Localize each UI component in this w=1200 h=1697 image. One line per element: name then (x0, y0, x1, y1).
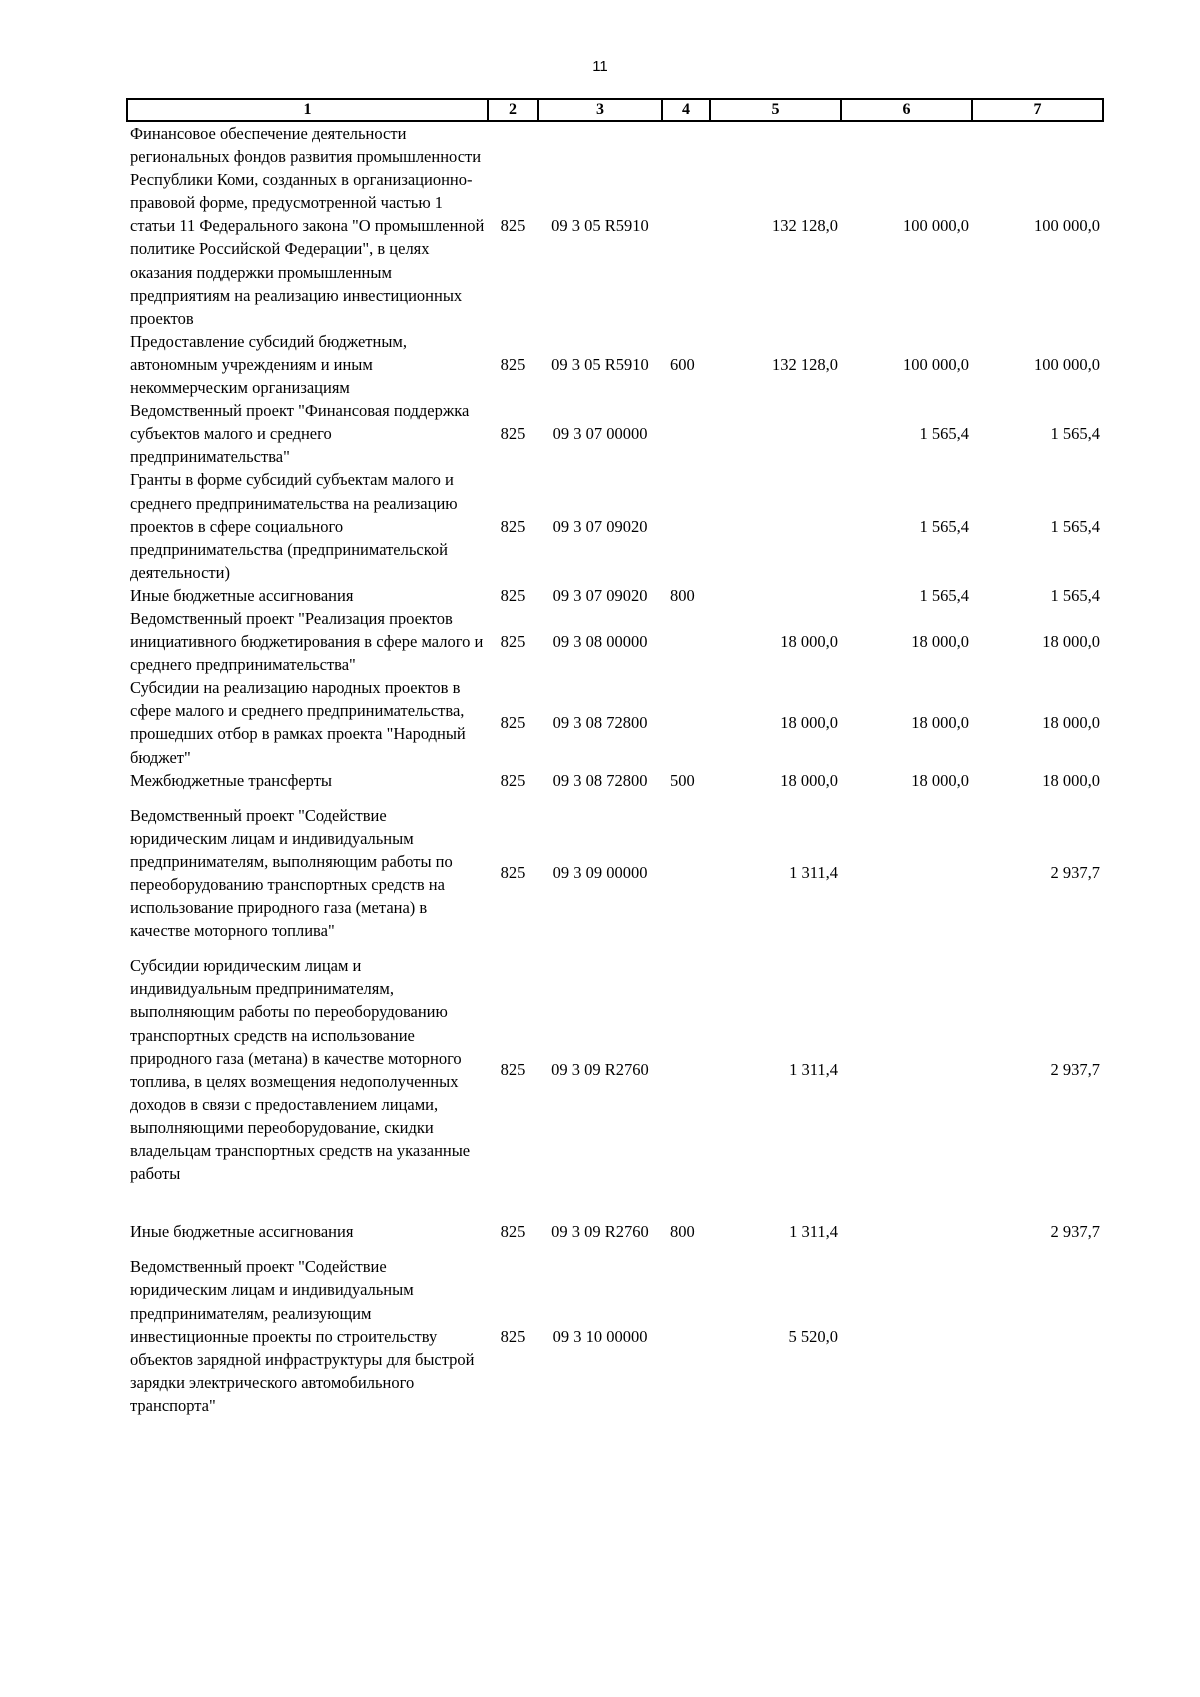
row-grbs: 825 (500, 354, 526, 374)
row-sum-2 (841, 792, 972, 943)
row-csr: 09 3 07 00000 (552, 424, 648, 444)
row-sum-2: 1 565,4 (919, 585, 969, 605)
row-grbs: 825 (500, 863, 526, 883)
row-sum-1: 132 128,0 (772, 216, 838, 236)
row-sum-1: 1 311,4 (789, 1060, 838, 1080)
column-header: 5 (710, 99, 841, 121)
row-sum-2: 18 000,0 (911, 770, 969, 790)
column-header: 2 (488, 99, 538, 121)
column-header: 7 (972, 99, 1103, 121)
row-sum-1: 18 000,0 (780, 712, 838, 732)
row-vr (662, 942, 710, 1220)
row-csr: 09 3 07 09020 (552, 516, 648, 536)
table-header-row (127, 99, 1103, 121)
row-sum-1 (710, 584, 841, 607)
column-header: 1 (127, 99, 488, 121)
table-row (127, 769, 1103, 792)
row-csr: 09 3 07 09020 (552, 585, 648, 605)
table-row (127, 1243, 1103, 1417)
row-sum-3: 100 000,0 (1034, 354, 1100, 374)
row-name: Ведомственный проект "Содействие юридическим лицам и индивидуальным предпринимателям, реализующим инвестиционные проекты по строительству объектов зарядной инфраструктуры для быстрой зарядки электрического автомобильного транспорта" (130, 1257, 475, 1415)
row-grbs: 825 (500, 216, 526, 236)
row-vr: 800 (670, 585, 695, 605)
row-vr (662, 676, 710, 768)
row-csr: 09 3 08 00000 (552, 632, 648, 652)
table-row (127, 121, 1103, 330)
table-row (127, 468, 1103, 583)
row-csr: 09 3 05 R5910 (551, 216, 649, 236)
table-row (127, 1220, 1103, 1243)
row-sum-2: 100 000,0 (903, 216, 969, 236)
row-vr (662, 121, 710, 330)
table-row (127, 330, 1103, 399)
row-name: Ведомственный проект "Содействие юридическим лицам и индивидуальным предпринимателям, выполняющим работы по переоборудованию транспортных средств на использование природного газа (метана) в качестве моторного топлива" (130, 805, 453, 941)
row-sum-2: 18 000,0 (911, 712, 969, 732)
budget-table (126, 98, 1104, 1417)
row-sum-3: 1 565,4 (1050, 424, 1100, 444)
row-vr (662, 399, 710, 468)
table-row (127, 584, 1103, 607)
row-grbs: 825 (500, 632, 526, 652)
row-csr: 09 3 09 R2760 (551, 1060, 649, 1080)
row-sum-3: 18 000,0 (1042, 632, 1100, 652)
row-sum-1: 18 000,0 (780, 770, 838, 790)
table-row (127, 607, 1103, 676)
row-grbs: 825 (500, 585, 526, 605)
row-sum-1: 1 311,4 (789, 1222, 838, 1242)
row-name: Межбюджетные трансферты (130, 770, 333, 790)
table-row (127, 792, 1103, 943)
row-sum-2: 100 000,0 (903, 354, 969, 374)
row-grbs: 825 (500, 770, 526, 790)
row-vr (662, 1243, 710, 1417)
row-sum-2 (841, 942, 972, 1220)
row-sum-1: 5 520,0 (788, 1326, 838, 1346)
row-sum-3: 1 565,4 (1050, 585, 1100, 605)
row-sum-3: 100 000,0 (1034, 216, 1100, 236)
row-sum-1: 18 000,0 (780, 632, 838, 652)
row-name: Предоставление субсидий бюджетным, автономным учреждениям и иным некоммерческим организациям (130, 331, 407, 398)
row-name: Ведомственный проект "Финансовая поддержка субъектов малого и среднего предпринимательства" (130, 401, 470, 467)
row-name: Иные бюджетные ассигнования (130, 1222, 354, 1242)
row-csr: 09 3 05 R5910 (551, 354, 649, 374)
row-sum-2: 18 000,0 (911, 632, 969, 652)
row-grbs: 825 (500, 1222, 526, 1242)
row-vr: 500 (670, 770, 695, 790)
row-name: Гранты в форме субсидий субъектам малого и среднего предпринимательства на реализацию проектов в сфере социального предпринимательства (предпринимательской деятельности) (130, 470, 458, 582)
row-sum-1: 132 128,0 (772, 354, 838, 374)
row-sum-3: 2 937,7 (1050, 1060, 1100, 1080)
row-sum-2 (841, 1220, 972, 1243)
row-sum-2: 1 565,4 (919, 516, 969, 536)
row-sum-1 (710, 399, 841, 468)
row-sum-2 (841, 1243, 972, 1417)
row-vr (662, 792, 710, 943)
row-sum-1 (710, 468, 841, 583)
row-grbs: 825 (500, 712, 526, 732)
row-grbs: 825 (500, 516, 526, 536)
row-csr: 09 3 09 00000 (552, 863, 648, 883)
row-vr: 600 (670, 354, 695, 374)
row-name: Субсидии юридическим лицам и индивидуальным предпринимателям, выполняющим работы по переоборудованию транспортных средств на использование природного газа (метана) в качестве моторного топлива, в целях возмещения недополученных доходов в связи с предоставлением лицами, выполняющими переоборудование, скидки владельцам транспортных средств на указанные работы (130, 956, 471, 1184)
row-sum-2: 1 565,4 (919, 424, 969, 444)
column-header: 6 (841, 99, 972, 121)
row-grbs: 825 (500, 424, 526, 444)
row-sum-3: 2 937,7 (1050, 1222, 1100, 1242)
page-number: 11 (592, 58, 608, 75)
row-sum-3 (972, 1243, 1103, 1417)
row-grbs: 825 (500, 1060, 526, 1080)
column-header: 4 (662, 99, 710, 121)
row-csr: 09 3 08 72800 (552, 770, 648, 790)
row-vr (662, 607, 710, 676)
row-csr: 09 3 08 72800 (552, 712, 648, 732)
row-sum-3: 1 565,4 (1050, 516, 1100, 536)
row-grbs: 825 (500, 1326, 526, 1346)
row-vr (662, 468, 710, 583)
row-name: Иные бюджетные ассигнования (130, 585, 354, 605)
row-csr: 09 3 09 R2760 (551, 1222, 649, 1242)
row-name: Ведомственный проект "Реализация проектов инициативного бюджетирования в сфере малого и среднего предпринимательства" (130, 608, 484, 675)
row-sum-3: 2 937,7 (1050, 863, 1100, 883)
column-header: 3 (538, 99, 662, 121)
row-name: Финансовое обеспечение деятельности региональных фондов развития промышленности Республики Коми, созданных в организационно-правовой форме, предусмотренной частью 1 статьи 11 Федерального закона "О промышленной политике Российской Федерации", в целях оказания поддержки промышленным предприятиям на реализацию инвестиционных проектов (130, 124, 485, 328)
row-name: Субсидии на реализацию народных проектов в сфере малого и среднего предпринимательства, прошедших отбор в рамках проекта "Народный бюджет" (130, 678, 466, 767)
table-row (127, 942, 1103, 1220)
table-row (127, 676, 1103, 768)
row-vr: 800 (670, 1222, 695, 1242)
row-sum-3: 18 000,0 (1042, 770, 1100, 790)
row-sum-1: 1 311,4 (789, 863, 838, 883)
row-sum-3: 18 000,0 (1042, 712, 1100, 732)
row-csr: 09 3 10 00000 (552, 1326, 648, 1346)
table-row (127, 399, 1103, 468)
